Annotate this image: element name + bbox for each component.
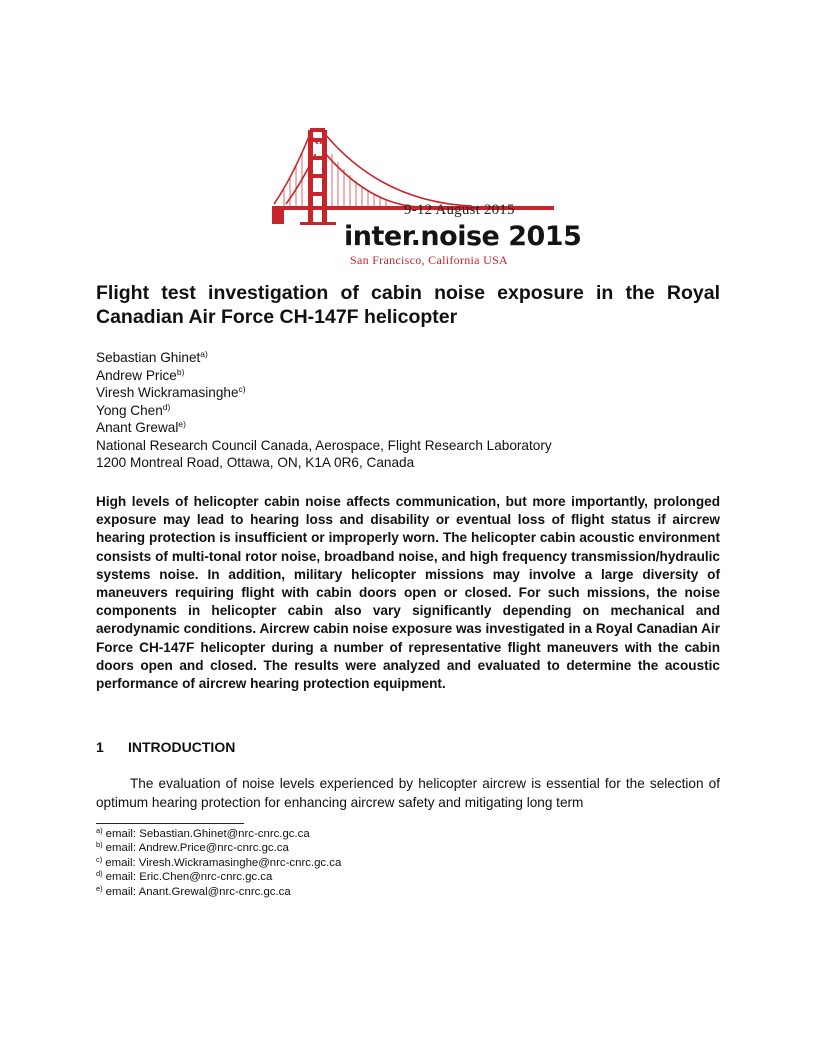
footnote <box>96 870 341 884</box>
footnote <box>96 841 341 855</box>
footnote-email: email: Viresh.Wickramasinghe@nrc-cnrc.gc.ca <box>105 856 342 869</box>
author-name: Andrew Price <box>96 367 177 383</box>
author-mark: b) <box>176 366 185 377</box>
footnote <box>96 856 341 870</box>
footnote-mark: d) <box>96 869 103 879</box>
author-name: Viresh Wickramasinghe <box>96 385 239 400</box>
author-line <box>96 349 736 367</box>
footnote <box>96 885 341 899</box>
conference-dates: 9-12 August 2015 <box>404 202 515 218</box>
footnote-mark: e) <box>96 883 103 893</box>
author-mark: a) <box>200 349 208 359</box>
footnote-mark: c) <box>96 854 103 864</box>
footnote-mark: a) <box>96 826 103 835</box>
author-name: Anant Grewal <box>96 420 179 435</box>
footnote-email: email: Sebastian.Ghinet@nrc-cnrc.gc.ca <box>105 828 310 840</box>
affiliation-address: 1200 Montreal Road, Ottawa, ON, K1A 0R6, Canada <box>96 455 415 470</box>
author-mark: d) <box>162 401 171 412</box>
footnote-email: email: Anant.Grewal@nrc-cnrc.gc.ca <box>105 885 291 898</box>
footnotes <box>96 827 341 899</box>
intro-paragraph: The evaluation of noise levels experienced by helicopter aircrew is essential for the selection of optimum hearing protection for enhancing aircrew safety and mitigating long term <box>96 776 720 810</box>
author-name: Yong Chen <box>96 402 163 418</box>
conference-location: San Francisco, California USA <box>350 253 509 267</box>
footnote-email: email: Eric.Chen@nrc-cnrc.gc.ca <box>105 871 273 884</box>
footnote-email: email: Andrew.Price@nrc-cnrc.gc.ca <box>105 842 289 855</box>
abstract: High levels of helicopter cabin noise affects communication, but more importantly, prolonged exposure may lead to hearing loss and disability or eventual loss of flight status if aircrew hearing protection is insufficient or improperly worn. The helicopter cabin acoustic environment consists of multi-tonal rotor noise, broadband noise, and high frequency transmission/hydraulic systems noise. In addition, military helicopter missions may involve a large diversity of maneuvers requiring flight with cabin doors open or closed. For such missions, the noise components in helicopter cabin also vary significantly depending on mechanical and aerodynamic conditions. Aircrew cabin noise exposure was investigated in a Royal Canadian Air Force CH-147F helicopter during a number of representative flight maneuvers with the cabin doors open and closed. The results were analyzed and evaluated to determine the acoustic performance of aircrew hearing protection equipment. <box>96 494 720 692</box>
author-name: Sebastian Ghinet <box>96 350 201 365</box>
author-block <box>96 349 736 472</box>
author-line <box>96 384 736 402</box>
section-heading <box>96 739 235 755</box>
conference-logo <box>272 128 582 268</box>
author-mark: e) <box>178 419 186 429</box>
footnote <box>96 827 341 841</box>
author-mark: c) <box>238 384 246 394</box>
footnote-mark: b) <box>96 840 103 850</box>
footnote-divider <box>96 823 244 824</box>
author-line <box>96 367 736 385</box>
section-number: 1 <box>96 739 104 755</box>
conference-brand: inter.noise 2015 <box>344 221 582 252</box>
author-line <box>96 419 736 437</box>
paper-title: Flight test investigation of cabin noise exposure in the Royal Canadian Air Force CH-147F helicopter <box>96 282 720 328</box>
affiliation-line: National Research Council Canada, Aerospace, Flight Research Laboratory <box>96 437 552 453</box>
author-line <box>96 402 736 420</box>
section-title: INTRODUCTION <box>128 739 236 755</box>
